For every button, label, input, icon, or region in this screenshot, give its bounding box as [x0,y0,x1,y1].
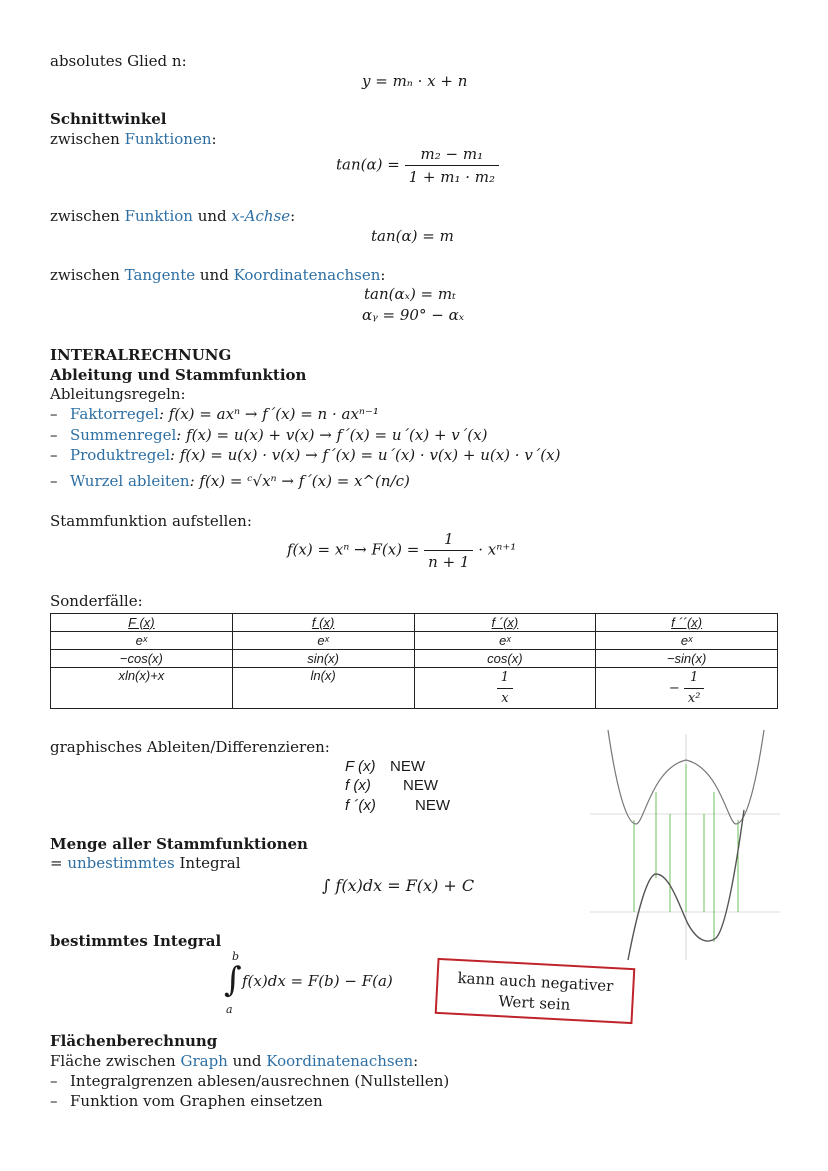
function-label: f (x) [345,777,371,794]
flaechen-line [50,1052,418,1070]
table-cell: −cos(x) [51,650,233,668]
table-cell [414,668,596,709]
menge-heading: Menge aller Stammfunktionen [50,835,308,853]
table-header [51,614,233,632]
schnittwinkel-funktionen-line [50,130,217,148]
list-item-text: Funktion vom Graphen einsetzen [70,1092,323,1110]
table-cell [596,668,778,709]
sonderfaelle-table [50,613,778,709]
stamm-lhs: f(x) = xⁿ → F(x) = [287,540,420,559]
schnittwinkel-tangente-line [50,266,385,284]
negative-value-callout [435,958,636,1024]
tangente-equation-1: tan(αₓ) = mₜ [364,285,456,303]
rule-name: Produktregel [70,446,170,464]
fraction-denominator: x [501,690,509,706]
integral-upper-limit: b [232,950,240,963]
integral-lower-limit: a [226,1003,233,1016]
fraction-numerator: m₂ − m₁ [405,145,499,166]
new-tag: NEW [403,777,438,794]
list-dash: – [50,472,58,490]
integral-heading: INTERALRECHNUNG [50,346,232,364]
koordinatenachsen-link: Koordinatenachsen [266,1052,414,1070]
graph-row-fprime [345,797,450,814]
text: : [380,266,386,284]
sonderfaelle-label: Sonderfälle: [50,592,143,610]
tangente-link: Tangente [124,266,196,284]
fraction-denominator: n + 1 [428,553,470,571]
table-row [51,668,778,709]
list-dash: – [50,405,58,423]
list-item [50,1072,449,1090]
fraction-denominator: x² [687,690,701,706]
list-item-text: Integralgrenzen ablesen/ausrechnen (Nullstellen) [70,1072,450,1090]
rule-formula: : f(x) = u(x) + v(x) → f´(x) = u´(x) + v´(x) [176,426,488,444]
fraction-numerator: 1 [497,670,513,689]
table-header-row [51,614,778,632]
ableitungsregeln-label: Ableitungsregeln: [50,385,186,403]
rule-faktorregel [50,405,379,423]
cell-fraction [684,670,705,707]
table-cell: ln(x) [232,668,414,709]
header-text: f ´(x) [491,614,519,630]
table-cell: eˣ [414,632,596,650]
stammfunktion-formula [287,530,516,571]
callout-line: kann auch negativer [457,968,614,996]
table-cell: xln(x)+x [51,668,233,709]
rule-name: Wurzel ableiten [70,472,190,490]
unbestimmtes-link: unbestimmtes [67,854,175,872]
text: : [211,130,217,148]
unbestimmtes-integral-formula: ∫ f(x)dx = F(x) + C [322,876,475,895]
rule-name: Faktorregel [70,405,159,423]
schnittwinkel-xachse-line [50,207,295,225]
table-header [596,614,778,632]
table-row [51,632,778,650]
text: und [192,207,232,225]
new-tag: NEW [390,758,425,775]
fraction-numerator: 1 [424,530,473,551]
table-cell: sin(x) [232,650,414,668]
bestimmtes-integral-formula: f(x)dx = F(b) − F(a) [242,972,393,990]
table-cell: −sin(x) [596,650,778,668]
list-dash: – [50,1072,58,1090]
graph-row-f [345,777,438,794]
list-dash: – [50,446,58,464]
function-label: f ´(x) [345,797,376,814]
text: zwischen [50,266,125,284]
cell-fraction [497,670,513,707]
list-dash: – [50,426,58,444]
rule-formula: : f(x) = axⁿ → f´(x) = n · axⁿ⁻¹ [158,405,379,423]
table-cell: eˣ [232,632,414,650]
funktion-link: Funktion [124,207,193,225]
schnittwinkel-fraction [405,145,499,186]
text: Integral [174,854,241,872]
table-cell: eˣ [51,632,233,650]
xachse-equation: tan(α) = m [371,227,454,245]
schnittwinkel-formula [336,145,499,186]
fraction-numerator: 1 [684,670,705,689]
stamm-fraction [424,530,473,571]
list-item [50,1092,323,1110]
xachse-link: x-Achse [231,207,291,225]
text: : [290,207,296,225]
koordinatenachsen-link: Koordinatenachsen [233,266,381,284]
table-header [414,614,596,632]
rule-wurzel [50,472,410,490]
table-row [51,650,778,668]
table-header [232,614,414,632]
derivative-graph [588,728,784,964]
tangente-equation-2: αᵧ = 90° − αₓ [362,306,465,324]
text: zwischen [50,130,125,148]
stammfunktion-label: Stammfunktion aufstellen: [50,512,252,530]
absolutes-glied-equation: y = mₙ · x + n [362,72,468,90]
fraction-denominator: 1 + m₁ · m₂ [408,168,496,186]
header-text: F (x) [128,614,155,630]
flaechen-heading: Flächenberechnung [50,1032,218,1050]
header-text: f ´´(x) [671,614,703,630]
bestimmt-heading: bestimmtes Integral [50,932,222,950]
graph-link: Graph [180,1052,228,1070]
new-tag: NEW [415,797,450,814]
rule-formula: : f(x) = ᶜ√xⁿ → f´(x) = x^(n/c) [189,472,410,490]
integral-sign-icon: ∫ [224,960,242,1000]
rule-summenregel [50,426,487,444]
ableitung-subheading: Ableitung und Stammfunktion [50,366,307,384]
table-cell: cos(x) [414,650,596,668]
menge-line [50,854,241,872]
text: = [50,854,68,872]
funktionen-link: Funktionen [124,130,212,148]
function-label: F (x) [345,758,376,775]
rule-name: Summenregel [70,426,177,444]
text: zwischen [50,207,125,225]
rule-produktregel [50,446,560,464]
text: Fläche zwischen [50,1052,181,1070]
tan-lhs: tan(α) = [336,155,400,174]
rule-formula: : f(x) = u(x) · v(x) → f´(x) = u´(x) · v(x) + u(x) · v´(x) [170,446,561,464]
header-text: f (x) [311,614,335,630]
callout-line: Wert sein [497,992,571,1014]
list-dash: – [50,1092,58,1110]
graph-axes [590,734,780,960]
text: und [227,1052,267,1070]
stamm-rhs: · xⁿ⁺¹ [478,540,517,559]
schnittwinkel-heading: Schnittwinkel [50,110,167,128]
table-cell: eˣ [596,632,778,650]
text: und [195,266,234,284]
graphisch-label: graphisches Ableiten/Differenzieren: [50,738,330,756]
minus-sign: − [668,680,680,696]
text: : [413,1052,419,1070]
absolutes-glied-label: absolutes Glied n: [50,52,187,70]
graph-row-F [345,758,425,775]
